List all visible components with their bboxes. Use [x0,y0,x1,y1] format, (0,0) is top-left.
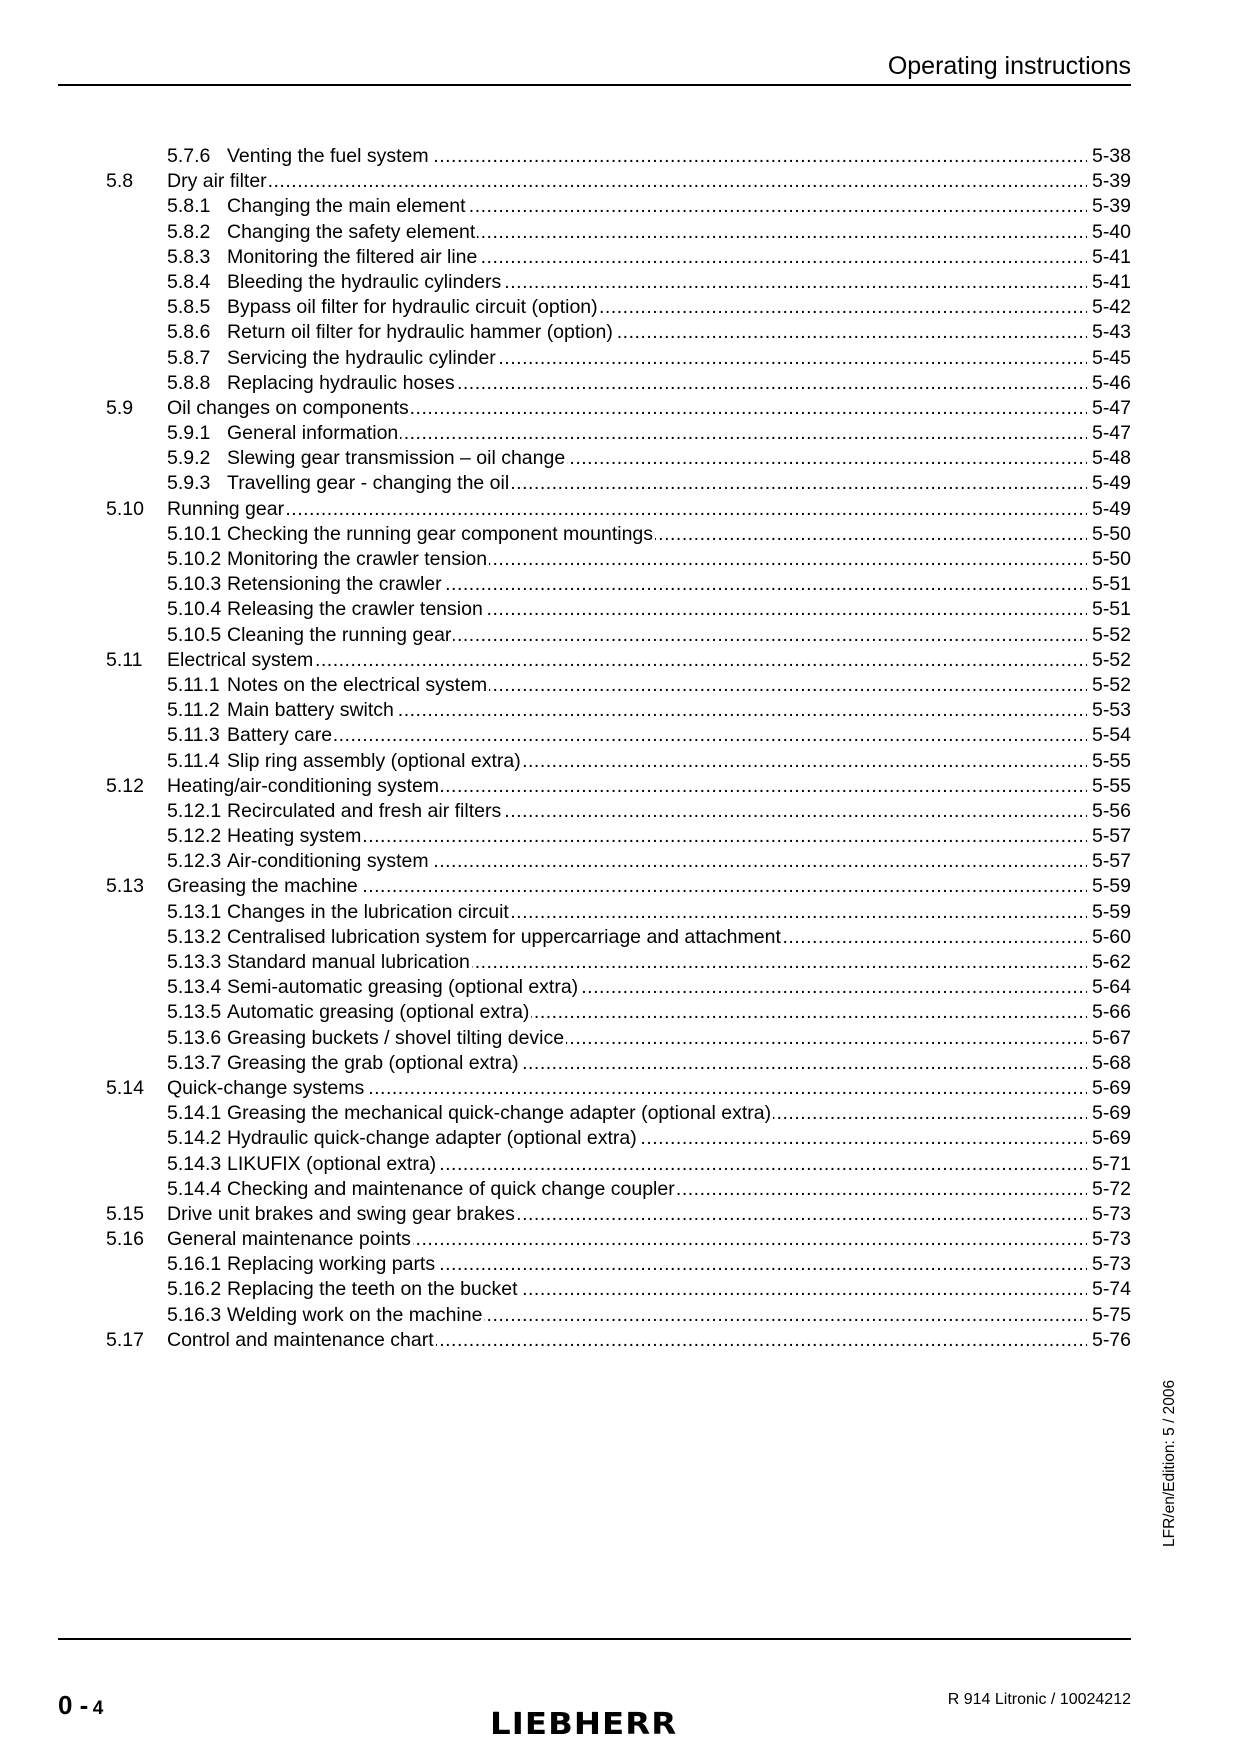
toc-subsection-title: Venting the fuel system [227,145,429,167]
toc-page-ref: 5-51 [1091,598,1131,621]
toc-subsection-text [167,1153,438,1175]
toc-label-leader [167,572,1087,597]
toc-page-ref: 5-69 [1091,1102,1131,1125]
toc-subsection-number: 5.13.4 [167,976,222,999]
toc-page-ref: 5-56 [1091,799,1131,822]
page-number-prefix: 0 - [58,1690,89,1720]
toc-section-title: Running gear [167,497,285,520]
toc-subsection-text [167,825,363,847]
toc-entry [106,1177,1131,1202]
toc-label-leader [167,623,1087,648]
toc-subsection-number: 5.13.7 [167,1051,222,1074]
toc-label-leader [167,1000,1087,1025]
toc-subsection-text [167,1052,521,1074]
toc-subsection-number: 5.16.2 [167,1278,222,1301]
toc-subsection-title: Air-conditioning system [227,850,429,873]
toc-label-leader [167,849,1087,874]
toc-section-number: 5.15 [106,1202,144,1225]
toc-subsection-number: 5.16.1 [167,1253,222,1276]
page-header-title: Operating instructions [887,52,1131,80]
toc-entry [106,597,1131,622]
toc-subsection-title: Releasing the crawler tension [227,598,483,621]
toc-label-leader [167,1227,1087,1252]
toc-subsection-text [167,422,400,444]
toc-section-number: 5.17 [106,1328,144,1351]
toc-subsection-title: LIKUFIX (optional extra) [227,1152,437,1175]
toc-entry [106,194,1131,219]
toc-subsection-text [167,674,489,696]
toc-subsection-title: Slip ring assembly (optional extra) [227,749,521,772]
toc-section-number: 5.11 [106,648,143,671]
toc-subsection-number: 5.14.2 [167,1127,222,1150]
toc-label-leader [167,346,1087,371]
toc-entry [106,421,1131,446]
toc-subsection-number: 5.11.1 [167,673,220,696]
toc-entry [106,1277,1131,1302]
toc-subsection-number: 5.10.5 [167,623,222,646]
toc-subsection-text [167,724,334,746]
toc-label-leader [167,220,1087,245]
toc-page-ref: 5-46 [1091,371,1131,394]
toc-subsection-number: 5.14.1 [167,1102,222,1125]
toc-page-ref: 5-49 [1091,497,1131,520]
toc-subsection-title: Cleaning the running gear [227,623,452,646]
toc-page-ref: 5-52 [1091,623,1131,646]
toc-section-number: 5.16 [106,1228,144,1251]
toc-label-leader [167,597,1087,622]
toc-entry [106,144,1131,169]
toc-page-ref: 5-50 [1091,522,1131,545]
toc-entry [106,1000,1131,1025]
toc-subsection-text [167,926,783,948]
toc-entry [106,471,1131,496]
toc-entry [106,497,1131,522]
toc-subsection-title: Changing the main element [227,195,466,218]
toc-subsection-title: General information [227,422,399,445]
toc-label-leader [167,497,1087,522]
toc-page-ref: 5-52 [1091,673,1131,696]
toc-label-leader [167,1152,1087,1177]
model-reference: R 914 Litronic / 10024212 [947,1691,1131,1708]
toc-subsection-number: 5.11.2 [167,699,220,722]
toc-subsection-title: Greasing the grab (optional extra) [227,1051,519,1074]
toc-label-leader [167,169,1087,194]
toc-subsection-number: 5.12.2 [167,825,222,848]
toc-entry [106,975,1131,1000]
edition-note: LFR/en/Edition: 5 / 2006 [1161,1379,1178,1547]
toc-subsection-title: Changing the safety element [227,220,476,243]
toc-page-ref: 5-51 [1091,573,1131,596]
toc-subsection-number: 5.14.3 [167,1152,222,1175]
toc-section-number: 5.10 [106,497,144,520]
toc-subsection-title: Checking the running gear component mountings [227,522,654,545]
toc-page-ref: 5-59 [1091,875,1131,898]
toc-subsection-title: Monitoring the crawler tension [227,548,488,570]
toc-entry [106,950,1131,975]
toc-label-leader [167,799,1087,824]
toc-page-ref: 5-57 [1091,825,1131,848]
toc-subsection-text [167,850,431,872]
toc-label-leader [167,824,1087,849]
toc-subsection-number: 5.13.6 [167,1026,222,1049]
toc-page-ref: 5-49 [1091,472,1131,495]
toc-entry [106,1227,1131,1252]
toc-entry [106,1026,1131,1051]
toc-entry [106,749,1131,774]
toc-page-ref: 5-45 [1091,346,1131,369]
toc-page-ref: 5-38 [1091,145,1131,167]
toc-section-title: Greasing the machine [167,875,358,898]
toc-section-title: Heating/air-conditioning system [167,774,440,797]
toc-label-leader [167,1277,1087,1302]
toc-label-leader [167,1177,1087,1202]
toc-entry [106,320,1131,345]
page-number-value: 4 [92,1698,104,1719]
toc-entry [106,446,1131,471]
toc-entry [106,169,1131,194]
toc-subsection-number: 5.13.3 [167,951,222,973]
toc-subsection-number: 5.9.2 [167,447,211,470]
toc-page-ref: 5-43 [1091,321,1131,344]
toc-subsection-number: 5.11.3 [167,724,220,747]
toc-page-ref: 5-60 [1091,925,1131,948]
toc-subsection-text [167,321,615,343]
toc-entry [106,1252,1131,1277]
toc-entry [106,220,1131,245]
toc-entry [106,1303,1131,1328]
toc-subsection-text [167,624,453,646]
toc-subsection-title: Heating system [227,825,362,848]
toc-page-ref: 5-74 [1091,1278,1131,1301]
toc-subsection-number: 5.9.3 [167,472,211,495]
toc-label-leader [167,144,1087,169]
toc-section-title: General maintenance points [167,1228,411,1251]
toc-label-leader [167,295,1087,320]
toc-label-leader [167,749,1087,774]
toc-subsection-title: Retensioning the crawler [227,573,442,596]
toc-label-leader [167,522,1087,547]
toc-subsection-title: Return oil filter for hydraulic hammer (option) [227,321,613,344]
toc-page-ref: 5-57 [1091,850,1131,873]
toc-label-leader [167,1051,1087,1076]
toc-page-ref: 5-52 [1091,648,1131,671]
toc-entry [106,648,1131,673]
toc-label-leader [167,774,1087,799]
toc-subsection-text [167,221,477,243]
toc-page-ref: 5-59 [1091,900,1131,923]
toc-entry [106,396,1131,421]
toc-subsection-title: Welding work on the machine [227,1303,483,1326]
toc-subsection-number: 5.12.1 [167,799,222,822]
toc-subsection-title: Greasing the mechanical quick-change adapter (optional extra) [227,1102,772,1125]
toc-subsection-number: 5.8.7 [167,346,211,369]
toc-subsection-title: Greasing buckets / shovel tilting device [227,1026,565,1049]
toc-page-ref: 5-42 [1091,296,1131,319]
toc-section-title: Dry air filter [167,170,267,193]
toc-page-ref: 5-55 [1091,749,1131,772]
toc-label-leader [167,396,1087,421]
toc-page-ref: 5-72 [1091,1177,1131,1200]
toc-section-number: 5.13 [106,875,144,898]
toc-entry [106,925,1131,950]
toc-label-leader [167,245,1087,270]
toc-page-ref: 5-64 [1091,976,1131,999]
toc-label-leader [167,270,1087,295]
toc-label-leader [167,1126,1087,1151]
toc-entry [106,1202,1131,1227]
toc-subsection-number: 5.10.3 [167,573,222,596]
toc-subsection-title: Bleeding the hydraulic cylinders [227,270,502,293]
toc-subsection-title: Replacing hydraulic hoses [227,371,455,394]
toc-subsection-title: Automatic greasing (optional extra) [227,1001,530,1024]
toc-subsection-number: 5.8.6 [167,321,211,344]
toc-label-leader [167,723,1087,748]
toc-subsection-text [167,951,472,973]
toc-subsection-text [167,447,567,469]
toc-page-ref: 5-73 [1091,1228,1131,1251]
toc-page-ref: 5-47 [1091,422,1131,445]
toc-section-number: 5.12 [106,774,144,797]
toc-page-ref: 5-39 [1091,170,1131,193]
toc-subsection-title: Hydraulic quick-change adapter (optional extra) [227,1127,637,1150]
toc-entry [106,522,1131,547]
toc-entry [106,346,1131,371]
toc-subsection-title: Battery care [227,724,333,747]
toc-subsection-title: Changes in the lubrication circuit [227,900,509,923]
toc-subsection-title: Centralised lubrication system for uppercarriage and attachment [227,925,781,948]
toc-entry [106,673,1131,698]
liebherr-logo: LIEBHERR [490,1707,678,1742]
toc-page-ref: 5-53 [1091,699,1131,722]
toc-subsection-number: 5.10.4 [167,598,222,621]
toc-entry [106,245,1131,270]
toc-entry [106,1076,1131,1101]
toc-subsection-text [167,1001,531,1023]
toc-subsection-text [167,976,580,998]
toc-entry [106,572,1131,597]
toc-page-ref: 5-41 [1091,245,1131,268]
toc-entry [106,799,1131,824]
toc-subsection-title: Bypass oil filter for hydraulic circuit (option) [227,296,598,319]
toc-subsection-text [167,1278,520,1300]
toc-subsection-title: Replacing the teeth on the bucket [227,1278,518,1301]
toc-subsection-text [167,1304,484,1326]
toc-label-leader [167,698,1087,723]
toc-section-number: 5.8 [106,170,134,193]
toc-section-title: Electrical system [167,648,314,671]
toc-page-ref: 5-73 [1091,1202,1131,1225]
toc-subsection-text [167,598,485,620]
toc-subsection-number: 5.8.5 [167,296,211,319]
header-rule [58,84,1131,86]
toc-subsection-title: Recirculated and fresh air filters [227,799,502,822]
toc-subsection-number: 5.13.5 [167,1001,222,1024]
toc-subsection-text [167,573,444,595]
toc-page-ref: 5-67 [1091,1026,1131,1049]
toc-page-ref: 5-47 [1091,396,1131,419]
toc-subsection-number: 5.9.1 [167,422,211,445]
toc-entry [106,371,1131,396]
toc-subsection-text [167,1027,566,1049]
toc-subsection-text [167,800,503,822]
toc-subsection-title: Replacing working parts [227,1253,436,1276]
toc-subsection-text [167,347,498,369]
toc-entry [106,1101,1131,1126]
toc-page-ref: 5-76 [1091,1328,1131,1351]
toc-subsection-number: 5.13.1 [167,900,222,923]
toc-entry [106,874,1131,899]
toc-label-leader [167,320,1087,345]
toc-subsection-text [167,901,511,923]
toc-subsection-number: 5.8.8 [167,371,211,394]
toc-entry [106,1126,1131,1151]
table-of-contents [106,144,1131,1353]
toc-section-title: Drive unit brakes and swing gear brakes [167,1202,515,1225]
toc-entry [106,1051,1131,1076]
toc-page-ref: 5-68 [1091,1051,1131,1074]
toc-label-leader [167,950,1087,975]
toc-subsection-title: Standard manual lubrication [227,951,470,973]
toc-label-leader [167,925,1087,950]
toc-section-title: Oil changes on components [167,396,409,419]
toc-subsection-title: Main battery switch [227,699,394,722]
toc-entry [106,774,1131,799]
toc-label-leader [167,874,1087,899]
toc-subsection-text [167,523,655,545]
toc-label-leader [167,471,1087,496]
toc-page-ref: 5-48 [1091,447,1131,470]
toc-subsection-title: Semi-automatic greasing (optional extra) [227,976,579,999]
toc-label-leader [167,975,1087,1000]
toc-subsection-text [167,1253,437,1275]
toc-entry [106,698,1131,723]
toc-entry [106,900,1131,925]
toc-label-leader [167,547,1087,572]
toc-page-ref: 5-41 [1091,270,1131,293]
toc-page-ref: 5-75 [1091,1303,1131,1326]
toc-label-leader [167,446,1087,471]
page-number [58,1690,103,1721]
toc-entry [106,723,1131,748]
toc-page-ref: 5-71 [1091,1152,1131,1175]
toc-subsection-number: 5.16.3 [167,1303,222,1326]
toc-label-leader [167,1076,1087,1101]
toc-page-ref: 5-40 [1091,220,1131,243]
toc-subsection-number: 5.10.1 [167,522,222,545]
toc-subsection-text [167,246,479,268]
toc-entry [106,1152,1131,1177]
toc-page-ref: 5-73 [1091,1253,1131,1276]
toc-subsection-number: 5.13.2 [167,925,222,948]
toc-entry [106,623,1131,648]
toc-subsection-text [167,699,396,721]
toc-page-ref: 5-55 [1091,774,1131,797]
toc-page-ref: 5-39 [1091,195,1131,218]
toc-subsection-title: Slewing gear transmission – oil change [227,447,566,470]
toc-subsection-title: Servicing the hydraulic cylinder [227,346,496,369]
toc-subsection-number: 5.8.1 [167,195,211,218]
toc-label-leader [167,421,1087,446]
toc-entry [106,1328,1131,1353]
toc-label-leader [167,1026,1087,1051]
toc-subsection-title: Notes on the electrical system [227,673,488,696]
toc-subsection-text [167,472,511,494]
toc-label-leader [167,900,1087,925]
toc-subsection-text [167,271,503,293]
toc-subsection-text [167,145,431,167]
toc-page-ref: 5-50 [1091,548,1131,570]
toc-entry [106,270,1131,295]
toc-subsection-number: 5.7.6 [167,145,211,167]
toc-section-title: Quick-change systems [167,1076,365,1099]
toc-subsection-number: 5.14.4 [167,1177,222,1200]
toc-entry [106,824,1131,849]
toc-label-leader [167,1202,1087,1227]
toc-label-leader [167,1303,1087,1328]
toc-subsection-number: 5.11.4 [167,749,220,772]
toc-label-leader [167,194,1087,219]
toc-section-number: 5.14 [106,1076,144,1099]
toc-subsection-title: Monitoring the filtered air line [227,245,478,268]
toc-entry [106,547,1131,572]
toc-section-number: 5.9 [106,396,134,419]
toc-subsection-text [167,372,457,394]
toc-subsection-text [167,296,600,318]
toc-label-leader [167,1252,1087,1277]
toc-subsection-number: 5.8.3 [167,245,211,268]
toc-entry [106,849,1131,874]
toc-label-leader [167,1328,1087,1353]
toc-page-ref: 5-66 [1091,1001,1131,1024]
toc-label-leader [167,371,1087,396]
toc-page-ref: 5-54 [1091,724,1131,747]
toc-subsection-text [167,548,489,570]
toc-page-ref: 5-62 [1091,951,1131,973]
toc-subsection-text [167,195,468,217]
toc-section-title: Control and maintenance chart [167,1328,434,1351]
toc-page-ref: 5-69 [1091,1127,1131,1150]
toc-subsection-title: Checking and maintenance of quick change coupler [227,1177,675,1200]
toc-subsection-number: 5.8.4 [167,270,211,293]
toc-subsection-number: 5.10.2 [167,548,222,570]
toc-subsection-title: Travelling gear - changing the oil [227,472,510,495]
toc-entry [106,295,1131,320]
toc-label-leader [167,673,1087,698]
toc-page-ref: 5-69 [1091,1076,1131,1099]
toc-subsection-number: 5.12.3 [167,850,222,873]
toc-subsection-text [167,1178,677,1200]
toc-subsection-text [167,750,523,772]
footer-rule [58,1638,1131,1640]
toc-subsection-text [167,1127,639,1149]
toc-label-leader [167,1101,1087,1126]
toc-label-leader [167,648,1087,673]
toc-subsection-number: 5.8.2 [167,220,211,243]
toc-subsection-text [167,1102,773,1124]
